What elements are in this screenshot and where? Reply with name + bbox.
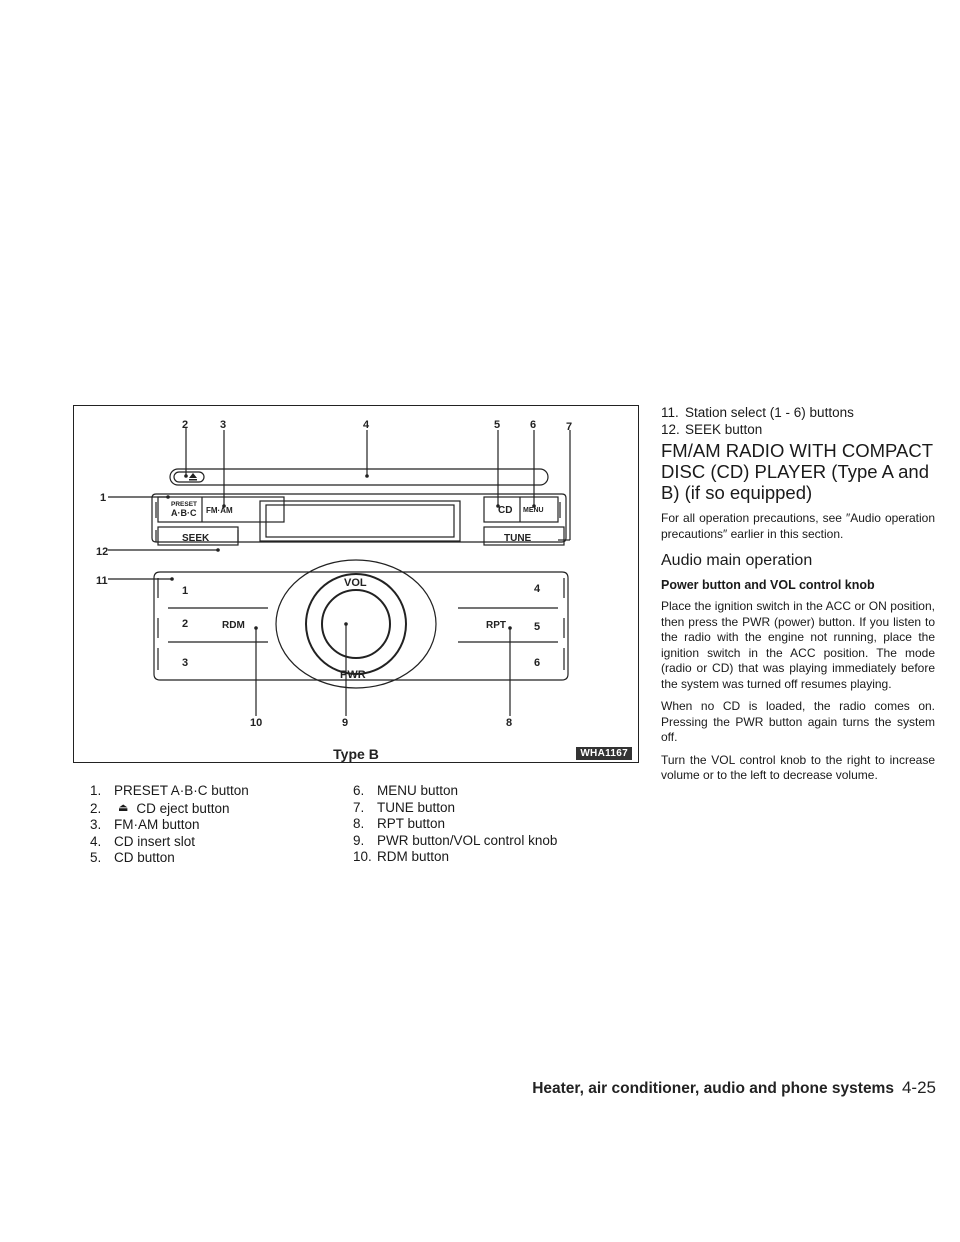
display-window (260, 501, 460, 541)
subsection-title: Audio main operation (661, 552, 813, 569)
pwr-knob (322, 590, 390, 658)
callout-9: 9 (342, 717, 349, 729)
panel-station-2: 2 (182, 618, 189, 630)
callout-1: 1 (100, 492, 107, 504)
legend-item: 4. CD insert slot (90, 833, 196, 849)
legend-list-b (353, 783, 557, 866)
radio-panel-diagram (74, 406, 640, 764)
legend-item: 1. PRESET A·B·C button (90, 783, 249, 798)
legend-item: 5. CD button (90, 850, 175, 865)
panel-rdm: RDM (222, 620, 245, 631)
panel-cd: CD (498, 505, 513, 516)
panel-station-3: 3 (182, 657, 189, 669)
legend-item: 6. MENU button (353, 783, 459, 798)
section-title: FM/AM RADIO WITH COMPACT DISC (CD) PLAYER (Type A and B) (if so equipped) (661, 440, 933, 503)
cd-slot-bar (170, 469, 548, 485)
intro-paragraph: For all operation precautions, see ″Audio operation precautions″ earlier in this section. (661, 511, 935, 541)
panel-abc: A·B·C (171, 508, 197, 518)
panel-station-4: 4 (534, 583, 541, 595)
panel-vol: VOL (344, 577, 367, 589)
legend-list-a (90, 783, 249, 867)
callout-5: 5 (494, 419, 501, 431)
callout-10: 10 (250, 717, 263, 729)
callout-8: 8 (506, 717, 513, 729)
subsubsection-title: Power button and VOL control knob (661, 578, 875, 592)
radio-figure (73, 405, 639, 763)
legend-item: 2. ⏏ CD eject button (90, 800, 230, 816)
panel-station-5: 5 (534, 621, 541, 633)
panel-menu: MENU (523, 507, 544, 514)
legend-item: 10. RDM button (353, 849, 450, 864)
callout-3: 3 (220, 419, 227, 431)
panel-fmam: FM·AM (206, 506, 233, 515)
callout-7: 7 (566, 421, 573, 433)
callout-11: 11 (96, 575, 108, 587)
page-number: 4-25 (901, 1078, 936, 1097)
eject-icon: ⏏ (118, 801, 129, 814)
eject-icon (189, 473, 197, 478)
legend-item: 9. PWR button/VOL control knob (353, 832, 558, 848)
body-paragraph: When no CD is loaded, the radio comes on. Pressing the PWR button again turns the system off. (661, 699, 935, 744)
figure-caption: Type B (333, 746, 379, 762)
panel-pwr: PWR (340, 669, 366, 681)
callout-2: 2 (182, 419, 189, 431)
callout-6: 6 (530, 419, 537, 431)
right-column (661, 440, 935, 791)
panel-rpt: RPT (486, 620, 506, 631)
legend-item: 8. RPT button (353, 816, 446, 831)
cd-menu-block (484, 497, 558, 522)
panel-station-6: 6 (534, 657, 541, 669)
panel-station-1: 1 (182, 585, 189, 597)
body-paragraph: Place the ignition switch in the ACC or ON position, then press the PWR (power) button. If you listen to the radio with the engine not running, place the ignition switch in the ACC position. The mode (radio or CD) that was playing immediately before the system was turned off resumes playing. (661, 599, 935, 691)
legend-list-c (661, 405, 854, 438)
legend-item: 12. SEEK button (661, 421, 763, 437)
callout-4: 4 (363, 419, 370, 431)
panel-preset: PRESET (171, 501, 198, 508)
figure-code: WHA1167 (576, 747, 632, 760)
callout-12: 12 (96, 546, 109, 558)
page-footer (532, 1078, 936, 1098)
panel-tune: TUNE (504, 533, 532, 544)
body-paragraph: Turn the VOL control knob to the right to increase volume or to the left to decrease volume. (661, 752, 935, 782)
legend-item: 3. FM·AM button (90, 817, 200, 832)
panel-seek: SEEK (182, 533, 210, 544)
legend-item: 11. Station select (1 - 6) buttons (661, 405, 854, 420)
footer-section: Heater, air conditioner, audio and phone systems (532, 1080, 894, 1097)
legend-item: 7. TUNE button (353, 799, 456, 815)
